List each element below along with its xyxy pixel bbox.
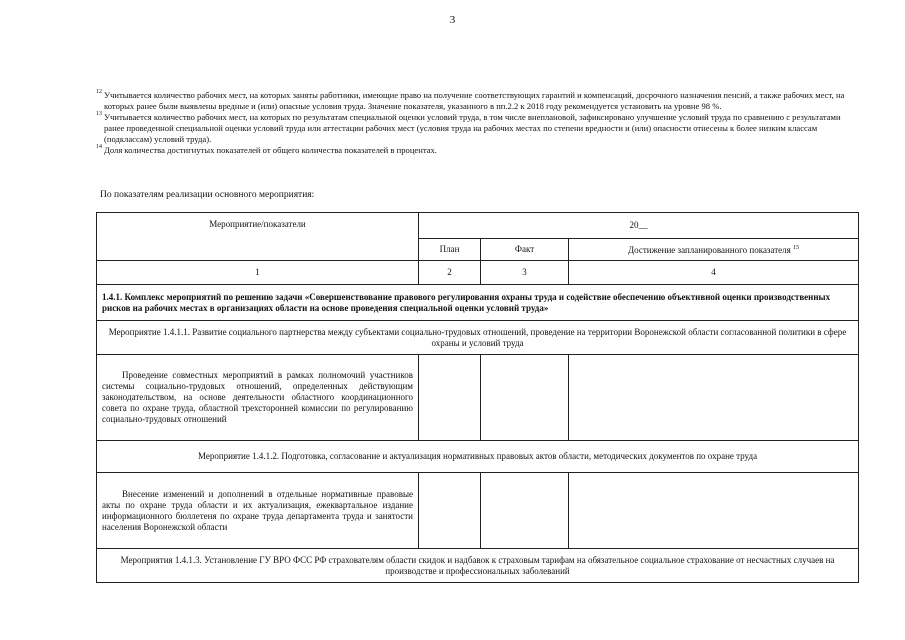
measures-table [96, 212, 859, 583]
measure-title: Мероприятия 1.4.1.3. Установление ГУ ВРО ФСС РФ страхователям области скидок и надбавок к страховым тарифам на обязательное социальное страхование от несчастных случаев на производстве и профессиональных заболеваний [97, 549, 859, 583]
achievement-cell [569, 355, 859, 441]
section-row [97, 285, 859, 321]
footnote-13 [96, 112, 856, 145]
fact-cell [481, 473, 569, 549]
header-fact: Факт [481, 239, 569, 261]
intro-text: По показателям реализации основного мероприятия: [100, 190, 315, 200]
measure-title: Мероприятие 1.4.1.1. Развитие социального партнерства между субъектами социально-трудовых отношений, проведение на территории Воронежской области согласованной политики в сфере охраны и условий труда [97, 321, 859, 355]
indicator-text: Проведение совместных мероприятий в рамках полномочий участников системы социально-трудовых отношений, определенных действующим законодательством, на основе деятельности областного координационного совета по охране труда, областной трехсторонней комиссии по регулированию социально-трудовых отношений [97, 355, 419, 441]
indicator-text: Внесение изменений и дополнений в отдельные нормативные правовые акты по охране труда области и их актуализация, ежеквартальное издание информационного бюллетеня по охране труда департамента труда и занятости населения Воронежской области [97, 473, 419, 549]
measure-row [97, 441, 859, 473]
footnote-text: Учитывается количество рабочих мест, на которых по результатам специальной оценки условий труда, в том числе внеплановой, зафиксировано улучшение условий труда по сравнению с результатами ранее проведенной специальной оценки условий труда или аттестации рабочих мест (условия труда на рабочих местах по степени вредности и (или) опасности отнесены к более низким классам (подклассам) условий труда). [104, 112, 841, 144]
col-number: 3 [481, 261, 569, 285]
col-number: 1 [97, 261, 419, 285]
footnote-text: Учитывается количество рабочих мест, на которых заняты работники, имеющие право на получение соответствующих гарантий и компенсаций, досрочного назначения пенсий, а также рабочих мест, на которых ранее были выявлены вредные и (или) опасные условия труда. Значение показателя, указанного в пп.2.2 к 2018 году рекомендуется установить на уровне 98 %. [104, 90, 845, 111]
indicator-row [97, 473, 859, 549]
footnote-12 [96, 90, 856, 112]
section-title: 1.4.1. Комплекс мероприятий по решению задачи «Совершенствование правового регулирования охраны труда и содействие обеспечению объективной оценки производственных рисков на рабочих местах в организациях области на основе проведения специальной оценки условий труда» [97, 285, 859, 321]
header-year: 20__ [419, 213, 859, 239]
footnote-14 [96, 145, 856, 156]
fact-cell [481, 355, 569, 441]
achievement-cell [569, 473, 859, 549]
indicator-row [97, 355, 859, 441]
header-measure: Мероприятие/показатели [97, 213, 419, 261]
footnote-mark: 13 [96, 111, 102, 117]
footnotes [96, 90, 856, 156]
page-number: 3 [449, 14, 456, 26]
header-plan: План [419, 239, 481, 261]
footnote-mark: 12 [96, 89, 102, 95]
header-achievement-label: Достижение запланированного показателя [627, 245, 791, 255]
footnote-mark: 14 [96, 144, 102, 150]
plan-cell [419, 473, 481, 549]
measure-row [97, 321, 859, 355]
header-achievement [569, 239, 859, 261]
measure-row [97, 549, 859, 583]
col-number: 4 [569, 261, 859, 285]
col-number: 2 [419, 261, 481, 285]
measure-title: Мероприятие 1.4.1.2. Подготовка, согласование и актуализация нормативных правовых актов области, методических документов по охране труда [97, 441, 859, 473]
plan-cell [419, 355, 481, 441]
footnote-text: Доля количества достигнутых показателей от общего количества показателей в процентах. [104, 145, 437, 155]
column-numbers-row [97, 261, 859, 285]
header-row [97, 213, 859, 239]
footnote-ref: 15 [793, 245, 800, 251]
